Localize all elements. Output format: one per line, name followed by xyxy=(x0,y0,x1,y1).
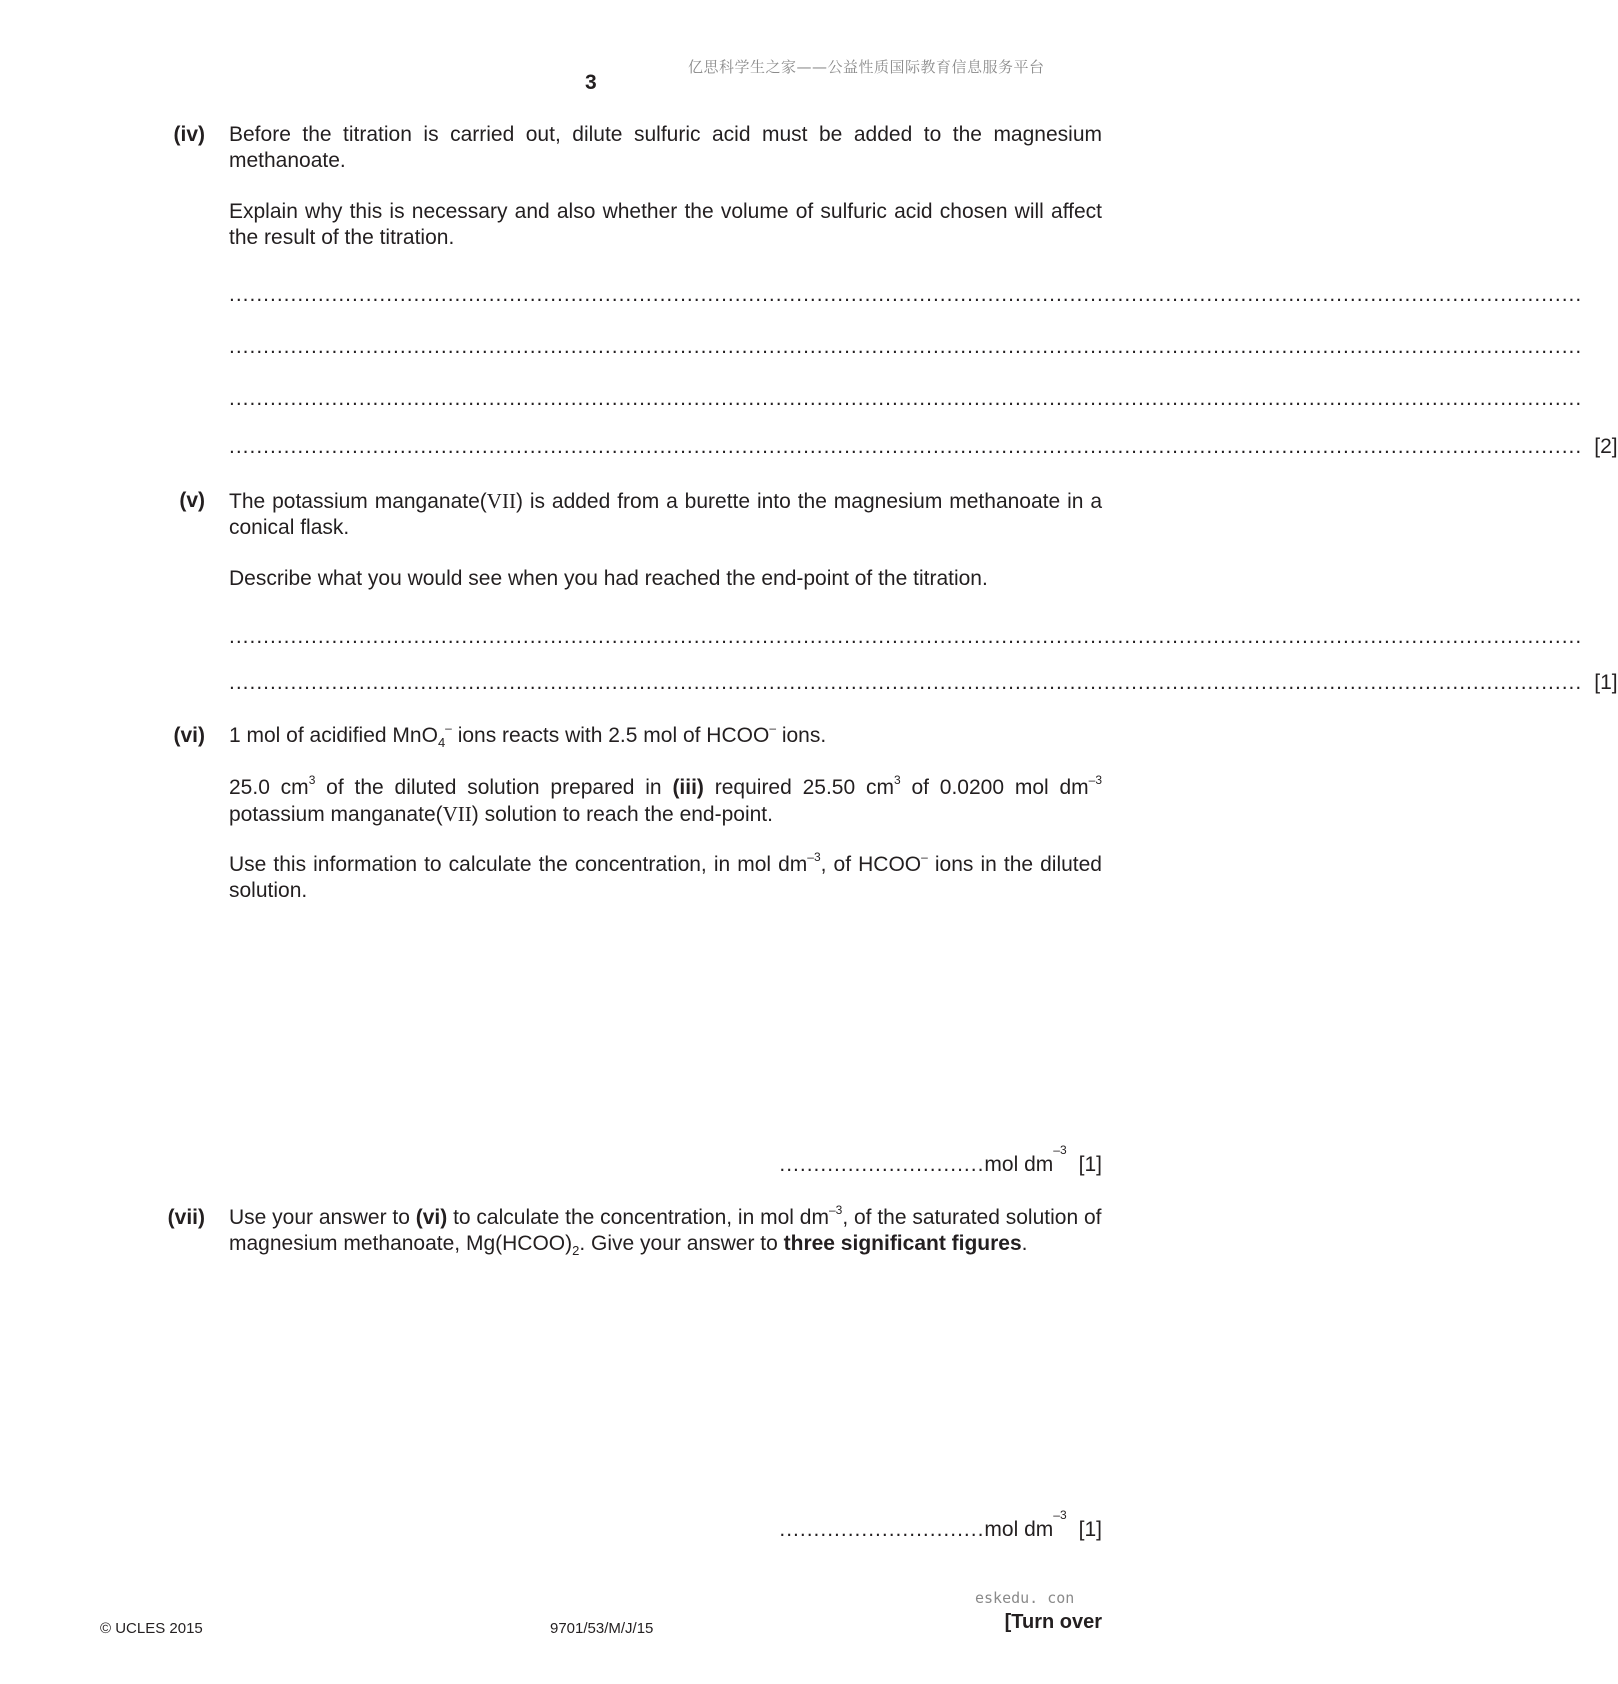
question-iv-text-2: Explain why this is necessary and also whether the volume of sulfuric acid chosen will affect the result of the titration. xyxy=(229,200,1102,249)
question-vi-paragraph-2: 25.0 $cm^3$ of the diluted solution prepared in (iii) required 25.50 $cm^3$ of 0.0200 mol $dm^{-3}$ potassium manganate(VII) solution to reach the end-point. xyxy=(229,773,1103,826)
answer-line-iv-1[interactable] xyxy=(229,282,1583,308)
paper-code: 9701/53/M/J/15 xyxy=(550,1620,654,1637)
answer-line-v-1[interactable] xyxy=(229,624,1583,650)
answer-field-vii[interactable]: .............................. mol dm $^{-3}$ [1] xyxy=(779,1508,1102,1541)
answer-line-iv-3[interactable] xyxy=(229,386,1583,412)
question-label-vii: (vii) xyxy=(167,1206,205,1229)
question-vii-text: Use your answer to (vi) to calculate the concentration, in mol $dm^{-3}$, of the saturated solution of magnesium methanoate, $Mg(HCOO)_2$. Give your answer to three significant figures. xyxy=(229,1203,1102,1259)
question-label-vi: (vi) xyxy=(173,724,205,747)
answer-line-iv-2[interactable] xyxy=(229,334,1583,360)
dotted-line: ...................................................................................................................................................................................................... xyxy=(229,435,1583,458)
answer-line-v-2[interactable] xyxy=(229,670,1618,696)
dotted-line: ...................................................................................................................................................................................................... xyxy=(229,387,1583,410)
answer-line-iv-4[interactable] xyxy=(229,434,1618,460)
question-vi-line-1: 1 mol of acidified MnO$_4$– ions reacts with 2.5 mol of HCOO– ions. xyxy=(229,721,827,751)
question-v-text-1: The potassium manganate(VII) is added from a burette into the magnesium methanoate in a conical flask. xyxy=(229,489,1102,539)
dotted-line: ...................................................................................................................................................................................................... xyxy=(229,335,1583,358)
question-vi-paragraph-3: Use this information to calculate the concentration, in mol $dm^{-3}$, of HCOO– ions in the diluted solution. xyxy=(229,850,1102,902)
mark-allocation-iv: [2] xyxy=(1594,435,1618,458)
answer-field-vi[interactable]: .............................. mol dm $^{-3}$ [1] xyxy=(779,1143,1102,1176)
question-iv-text-1: Before the titration is carried out, dilute sulfuric acid must be added to the magnesium methanoate. xyxy=(229,123,1102,172)
mark-allocation-v: [1] xyxy=(1594,671,1618,694)
header-watermark: 亿思科学生之家——公益性质国际教育信息服务平台 xyxy=(688,58,1045,76)
dotted-line: ...................................................................................................................................................................................................... xyxy=(229,671,1583,694)
page-number: 3 xyxy=(585,71,597,94)
turn-over: [Turn over xyxy=(1004,1611,1102,1633)
mark-allocation-vi: [1] xyxy=(1078,1153,1102,1176)
footer-watermark: eskedu. con xyxy=(975,1589,1075,1607)
dotted-line: ...................................................................................................................................................................................................... xyxy=(229,283,1583,306)
question-v-text-2: Describe what you would see when you had reached the end-point of the titration. xyxy=(229,567,988,590)
copyright: © UCLES 2015 xyxy=(100,1620,203,1637)
dotted-line: ...................................................................................................................................................................................................... xyxy=(229,625,1583,648)
question-label-v: (v) xyxy=(179,489,205,512)
mark-allocation-vii: [1] xyxy=(1078,1518,1102,1541)
question-label-iv: (iv) xyxy=(173,123,205,146)
